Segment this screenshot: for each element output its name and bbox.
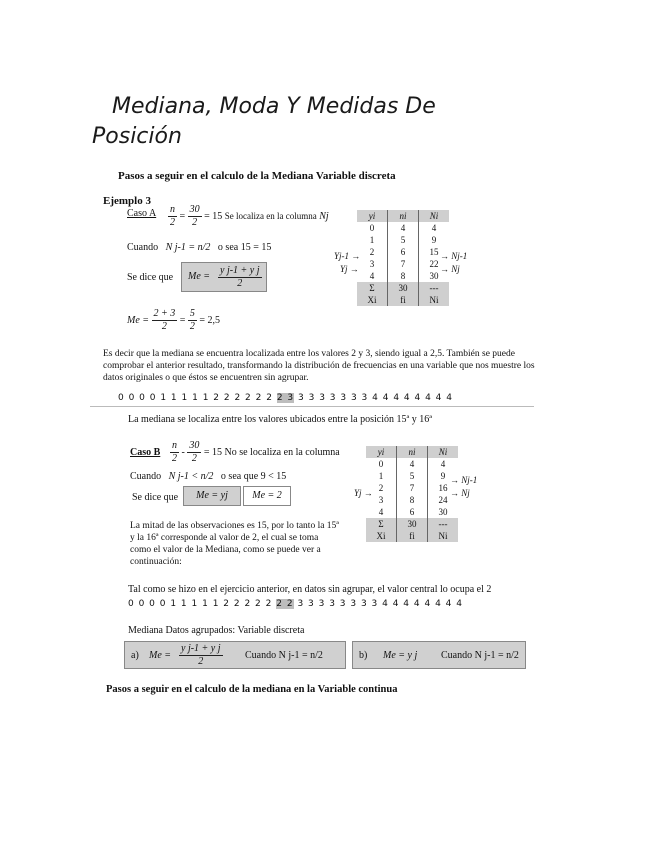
table-a-right-mark-1: → Nj-1 bbox=[440, 251, 468, 261]
case-b-equation: $\frac{n}{2}$ - $\frac{30}{2}$ = 15 No se localiza en la columna bbox=[172, 440, 340, 464]
paragraph-1: Es decir que la mediana se encuentra localizada entre los valores 2 y 3, siendo igual a 2,5. También se puede comprobar el anterior resultado, transformando la distribución de frecuencias en una variable que nos muestre los datos originales o que éstos se encuentren sin agrupar. bbox=[103, 349, 535, 383]
case-b-median-box: Me = yj bbox=[183, 486, 241, 506]
table-b-right-mark-1: → Nj-1 bbox=[450, 475, 478, 485]
case-b-says: Se dice que bbox=[132, 492, 179, 503]
frequency-table-b: yi ni Ni 0 4 4 1 5 9 2 7 16 3 8 24 4 6 30 Σ 30 --- Xi fi Ni bbox=[366, 446, 458, 542]
sequence-1-highlight: 2 3 bbox=[276, 393, 295, 403]
case-a-says: Se dice que bbox=[127, 272, 174, 283]
case-b-when: Cuando N j-1 < n/2 o sea que 9 < 15 bbox=[130, 471, 287, 482]
divider bbox=[90, 406, 534, 407]
sequence-2-highlight: 2 2 bbox=[276, 599, 294, 609]
table-b-right-mark-2: → Nj bbox=[450, 488, 470, 498]
footer-heading: Pasos a seguir en el calculo de la mediana en la Variable continua bbox=[106, 684, 398, 695]
case-a-median-formula-box: Me = $\frac{\text{y j-1 + y j}}{2}$ bbox=[181, 262, 267, 292]
table-a-right-mark-2: → Nj bbox=[440, 264, 460, 274]
table-a-left-mark-2: Yj → bbox=[340, 264, 359, 274]
example-label: Ejemplo 3 bbox=[103, 195, 151, 207]
case-a-equation: $\frac{n}{2}$ = $\frac{30}{2}$ = 15 Se localiza en la columna Nj bbox=[170, 204, 329, 228]
case-a-when: Cuando N j-1 = n/2 o sea 15 = 15 bbox=[127, 242, 272, 253]
case-b-paragraph: La mitad de las observaciones es 15, por lo tanto la 15ª y la 16ª corresponde al valor de 2, el cual se toma como el valor de la Mediana, como se puede ver a continuación: bbox=[130, 521, 339, 567]
section-heading: Pasos a seguir en el calculo de la Mediana Variable discreta bbox=[118, 170, 396, 182]
title-line-2: Posición bbox=[92, 124, 182, 149]
table-b-left-mark: Yj → bbox=[354, 488, 373, 498]
formula-box-a: a) Me = $\frac{\text{y j-1 + y j}}{2}$ Cuando N j-1 = n/2 bbox=[124, 641, 346, 669]
data-sequence-2: 0 0 0 0 1 1 1 1 1 2 2 2 2 2 2 2 3 3 3 3 3 3 3 3 4 4 4 4 4 4 4 4 bbox=[128, 599, 463, 609]
case-a-result: Me = $\frac{2 + 3}{2}$ = $\frac{5}{2}$ = 2,5 bbox=[127, 308, 221, 332]
grouped-title: Mediana Datos agrupados: Variable discreta bbox=[128, 625, 305, 636]
case-b-label: Caso B bbox=[130, 447, 161, 458]
data-sequence-1: 0 0 0 0 1 1 1 1 1 2 2 2 2 2 2 2 3 3 3 3 3 3 3 3 4 4 4 4 4 4 4 4 bbox=[118, 393, 453, 403]
title-line-1: Mediana, Moda Y Medidas De bbox=[112, 94, 436, 119]
page-title bbox=[92, 92, 512, 152]
case-a-label: Caso A bbox=[127, 208, 157, 219]
frequency-table-a: yi ni Ni 0 4 4 1 5 9 2 6 15 3 7 22 4 8 30 Σ 30 --- Xi fi Ni bbox=[357, 210, 449, 306]
formula-box-b: b) Me = y j Cuando N j-1 = n/2 bbox=[352, 641, 526, 669]
case-b-median-value: Me = 2 bbox=[243, 486, 291, 506]
paragraph-2: Tal como se hizo en el ejercicio anterior, en datos sin agrupar, el valor central lo ocupa el 2 bbox=[128, 584, 492, 595]
table-a-left-mark-1: Yj-1 → bbox=[334, 251, 361, 261]
locate-note: La mediana se localiza entre los valores ubicados entre la posición 15ª y 16ª bbox=[128, 414, 433, 425]
